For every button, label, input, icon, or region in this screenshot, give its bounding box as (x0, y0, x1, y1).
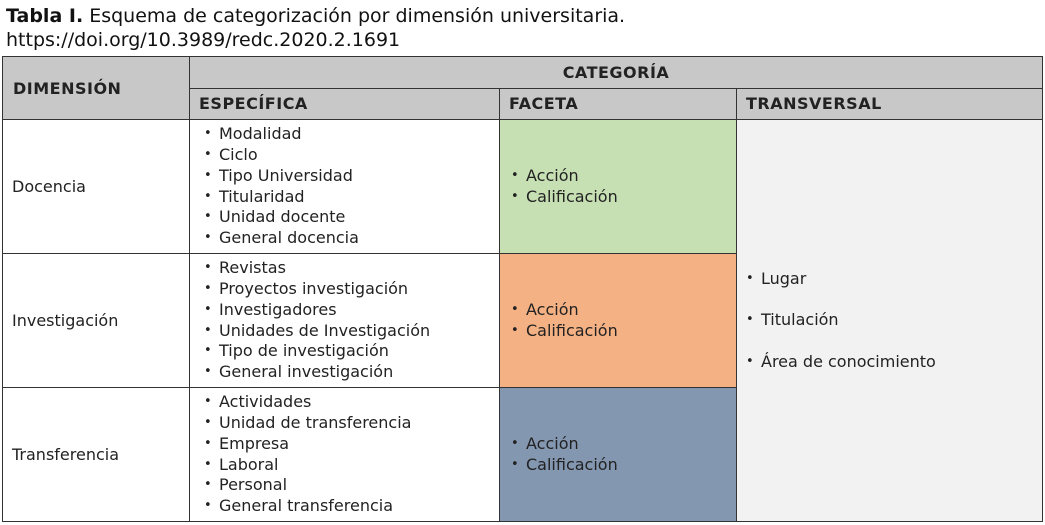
list-item: • Modalidad (201, 124, 499, 145)
list-item: • Unidades de Investigación (201, 321, 499, 342)
dimension-cell: Investigación (3, 254, 190, 388)
header-transversal: TRANSVERSAL (737, 88, 1043, 120)
list-item: • Investigadores (201, 300, 499, 321)
especifica-cell (190, 388, 500, 522)
categorization-table (2, 56, 1043, 522)
table-row (3, 120, 1043, 254)
list-item: • Área de conocimiento (743, 352, 1042, 373)
header-especifica: ESPECÍFICA (190, 88, 500, 120)
list-item: • Empresa (201, 434, 499, 455)
list-item: • Personal (201, 475, 499, 496)
header-dimension: DIMENSIÓN (3, 57, 190, 120)
list-item: • Proyectos investigación (201, 279, 499, 300)
faceta-cell-investigacion (500, 254, 737, 388)
header-faceta: FACETA (500, 88, 737, 120)
table-caption (6, 4, 625, 52)
list-item: • Laboral (201, 455, 499, 476)
transversal-cell (737, 120, 1043, 522)
transversal-list (737, 269, 1042, 373)
faceta-cell-docencia (500, 120, 737, 254)
list-item: • Ciclo (201, 145, 499, 166)
list-item: • Unidad docente (201, 207, 499, 228)
list-item: • Tipo Universidad (201, 166, 499, 187)
list-item: • Acción (508, 434, 736, 455)
faceta-list (500, 166, 736, 208)
list-item: • Tipo de investigación (201, 341, 499, 362)
list-item: • Calificación (508, 321, 736, 342)
caption-title-line (6, 4, 625, 28)
dimension-cell: Transferencia (3, 388, 190, 522)
faceta-list (500, 434, 736, 476)
list-item: • Acción (508, 300, 736, 321)
especifica-list (190, 258, 499, 383)
list-item: • Unidad de transferencia (201, 413, 499, 434)
especifica-list (190, 124, 499, 249)
caption-text: Esquema de categorización por dimensión universitaria. (83, 5, 626, 27)
header-categoria: CATEGORÍA (190, 57, 1043, 89)
especifica-cell (190, 254, 500, 388)
list-item: • Lugar (743, 269, 1042, 290)
caption-doi: https://doi.org/10.3989/redc.2020.2.1691 (6, 29, 401, 51)
list-item: • Actividades (201, 392, 499, 413)
especifica-cell (190, 120, 500, 254)
dimension-cell: Docencia (3, 120, 190, 254)
list-item: • General investigación (201, 362, 499, 383)
list-item: • General docencia (201, 228, 499, 249)
list-item: • Titulación (743, 310, 1042, 331)
list-item: • Calificación (508, 455, 736, 476)
faceta-list (500, 300, 736, 342)
faceta-cell-transferencia (500, 388, 737, 522)
list-item: • General transferencia (201, 496, 499, 517)
list-item: • Calificación (508, 187, 736, 208)
list-item: • Acción (508, 166, 736, 187)
list-item: • Revistas (201, 258, 499, 279)
especifica-list (190, 392, 499, 517)
caption-label: Tabla I. (6, 5, 84, 27)
list-item: • Titularidad (201, 187, 499, 208)
